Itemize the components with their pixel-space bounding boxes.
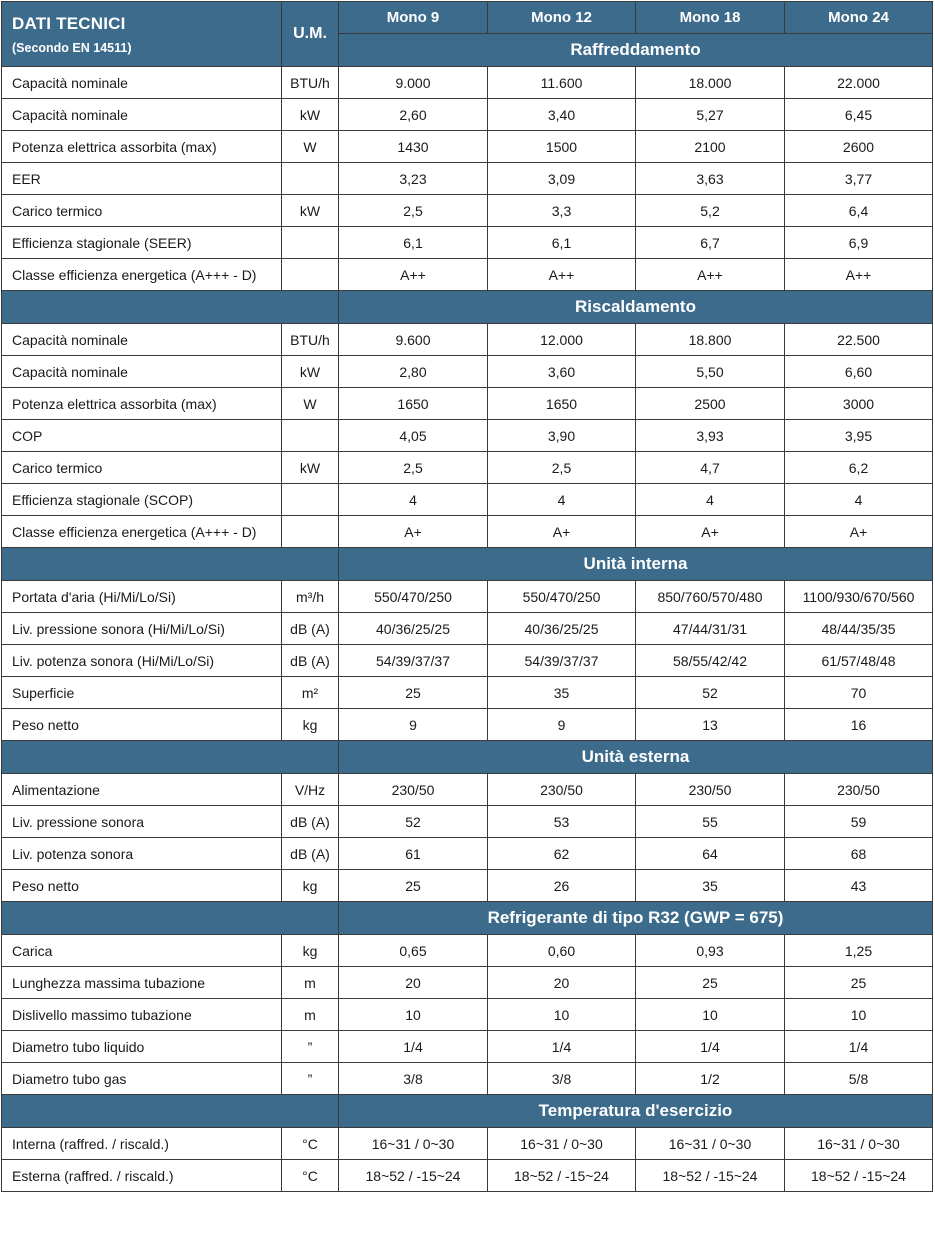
row-value: 18~52 / -15~24: [785, 1160, 933, 1192]
row-value: 10: [636, 999, 785, 1031]
table-row: [2, 195, 933, 227]
table-title: DATI TECNICI: [12, 13, 126, 33]
row-value: 18~52 / -15~24: [488, 1160, 636, 1192]
row-unit: dB (A): [282, 838, 339, 870]
row-unit: dB (A): [282, 806, 339, 838]
row-unit: [282, 259, 339, 291]
row-value: 6,9: [785, 227, 933, 259]
header-row-models: [2, 2, 933, 34]
model-header-mono-9: Mono 9: [339, 2, 488, 34]
row-unit: ”: [282, 1063, 339, 1095]
table-row: [2, 677, 933, 709]
section-title: Riscaldamento: [339, 291, 933, 324]
section-title: Temperatura d'esercizio: [339, 1095, 933, 1128]
row-value: 3,63: [636, 163, 785, 195]
row-value: 6,45: [785, 99, 933, 131]
table-row: [2, 709, 933, 741]
row-unit: BTU/h: [282, 324, 339, 356]
section-header-spacer: [2, 291, 339, 324]
row-value: 3,3: [488, 195, 636, 227]
row-value: 1/4: [488, 1031, 636, 1063]
row-value: 550/470/250: [339, 581, 488, 613]
row-unit: m: [282, 999, 339, 1031]
row-unit: kW: [282, 195, 339, 227]
row-value: 16: [785, 709, 933, 741]
row-label: Esterna (raffred. / riscald.): [2, 1160, 282, 1192]
row-value: 55: [636, 806, 785, 838]
row-label: Capacità nominale: [2, 67, 282, 99]
row-value: 3,77: [785, 163, 933, 195]
table-row: [2, 484, 933, 516]
row-value: 0,60: [488, 935, 636, 967]
row-unit: m: [282, 967, 339, 999]
row-value: 43: [785, 870, 933, 902]
row-value: 1,25: [785, 935, 933, 967]
row-value: 13: [636, 709, 785, 741]
row-label: Interna (raffred. / riscald.): [2, 1128, 282, 1160]
row-value: 0,93: [636, 935, 785, 967]
table-row: [2, 227, 933, 259]
row-label: Liv. pressione sonora (Hi/Mi/Lo/Si): [2, 613, 282, 645]
row-value: A++: [339, 259, 488, 291]
row-value: 16~31 / 0~30: [339, 1128, 488, 1160]
row-unit: [282, 227, 339, 259]
row-value: 3/8: [488, 1063, 636, 1095]
table-row: [2, 806, 933, 838]
row-value: 25: [339, 870, 488, 902]
table-row: [2, 67, 933, 99]
row-value: 9.000: [339, 67, 488, 99]
row-value: 4,05: [339, 420, 488, 452]
row-value: 2,80: [339, 356, 488, 388]
row-value: 18~52 / -15~24: [636, 1160, 785, 1192]
row-value: 1500: [488, 131, 636, 163]
table-row: [2, 420, 933, 452]
row-value: 18~52 / -15~24: [339, 1160, 488, 1192]
row-label: Superficie: [2, 677, 282, 709]
unit-column-header: U.M.: [282, 2, 339, 67]
row-value: 6,1: [488, 227, 636, 259]
row-label: Potenza elettrica assorbita (max): [2, 131, 282, 163]
row-value: 54/39/37/37: [488, 645, 636, 677]
section-header-row: [2, 741, 933, 774]
row-value: A+: [488, 516, 636, 548]
row-value: 16~31 / 0~30: [785, 1128, 933, 1160]
row-value: 550/470/250: [488, 581, 636, 613]
row-label: Carico termico: [2, 195, 282, 227]
section-header-spacer: [2, 902, 339, 935]
row-value: 70: [785, 677, 933, 709]
row-value: 68: [785, 838, 933, 870]
row-value: 4,7: [636, 452, 785, 484]
row-value: A++: [636, 259, 785, 291]
row-value: 6,1: [339, 227, 488, 259]
row-value: 26: [488, 870, 636, 902]
row-label: Liv. pressione sonora: [2, 806, 282, 838]
row-label: Capacità nominale: [2, 324, 282, 356]
row-unit: m³/h: [282, 581, 339, 613]
row-value: 1650: [339, 388, 488, 420]
row-unit: kW: [282, 356, 339, 388]
row-value: 3,40: [488, 99, 636, 131]
row-value: 10: [488, 999, 636, 1031]
row-unit: V/Hz: [282, 774, 339, 806]
row-value: 20: [339, 967, 488, 999]
row-value: 0,65: [339, 935, 488, 967]
row-value: 16~31 / 0~30: [636, 1128, 785, 1160]
row-value: 2,60: [339, 99, 488, 131]
row-value: 4: [488, 484, 636, 516]
table-row: [2, 356, 933, 388]
row-value: 25: [339, 677, 488, 709]
row-label: Liv. potenza sonora: [2, 838, 282, 870]
row-value: 230/50: [636, 774, 785, 806]
row-value: 1100/930/670/560: [785, 581, 933, 613]
row-value: 48/44/35/35: [785, 613, 933, 645]
row-value: 58/55/42/42: [636, 645, 785, 677]
row-value: 3,23: [339, 163, 488, 195]
row-value: 40/36/25/25: [488, 613, 636, 645]
row-value: 2100: [636, 131, 785, 163]
model-header-mono-18: Mono 18: [636, 2, 785, 34]
row-value: 2600: [785, 131, 933, 163]
section-title: Unità interna: [339, 548, 933, 581]
row-value: 20: [488, 967, 636, 999]
row-value: 4: [339, 484, 488, 516]
row-value: 54/39/37/37: [339, 645, 488, 677]
row-unit: [282, 484, 339, 516]
row-value: 3,09: [488, 163, 636, 195]
row-value: 35: [636, 870, 785, 902]
section-title: Unità esterna: [339, 741, 933, 774]
row-label: Carica: [2, 935, 282, 967]
row-value: 52: [339, 806, 488, 838]
row-label: Classe efficienza energetica (A+++ - D): [2, 259, 282, 291]
row-value: 18.800: [636, 324, 785, 356]
table-row: [2, 1063, 933, 1095]
row-label: Dislivello massimo tubazione: [2, 999, 282, 1031]
section-header-row: [2, 291, 933, 324]
table-row: [2, 1160, 933, 1192]
section-header-spacer: [2, 1095, 339, 1128]
row-unit: dB (A): [282, 613, 339, 645]
row-label: EER: [2, 163, 282, 195]
row-label: Efficienza stagionale (SCOP): [2, 484, 282, 516]
technical-data-table: [1, 1, 933, 1192]
row-value: 6,2: [785, 452, 933, 484]
table-row: [2, 452, 933, 484]
row-value: 61/57/48/48: [785, 645, 933, 677]
row-value: 2,5: [488, 452, 636, 484]
row-unit: [282, 516, 339, 548]
row-unit: kg: [282, 935, 339, 967]
row-value: 4: [785, 484, 933, 516]
row-value: 1/4: [339, 1031, 488, 1063]
section-header-row: [2, 1095, 933, 1128]
row-value: 12.000: [488, 324, 636, 356]
row-unit: m²: [282, 677, 339, 709]
row-value: 3000: [785, 388, 933, 420]
table-row: [2, 388, 933, 420]
row-label: Peso netto: [2, 870, 282, 902]
row-value: 1/2: [636, 1063, 785, 1095]
row-value: 230/50: [488, 774, 636, 806]
row-label: Potenza elettrica assorbita (max): [2, 388, 282, 420]
row-label: Capacità nominale: [2, 99, 282, 131]
row-value: A+: [785, 516, 933, 548]
row-value: 52: [636, 677, 785, 709]
row-unit: ”: [282, 1031, 339, 1063]
table-row: [2, 99, 933, 131]
row-label: Alimentazione: [2, 774, 282, 806]
row-value: 1650: [488, 388, 636, 420]
row-label: Portata d'aria (Hi/Mi/Lo/Si): [2, 581, 282, 613]
row-value: A++: [488, 259, 636, 291]
table-row: [2, 870, 933, 902]
table-row: [2, 163, 933, 195]
row-value: 3,90: [488, 420, 636, 452]
row-value: 3/8: [339, 1063, 488, 1095]
row-value: 3,93: [636, 420, 785, 452]
model-header-mono-24: Mono 24: [785, 2, 933, 34]
row-value: 230/50: [339, 774, 488, 806]
row-value: A++: [785, 259, 933, 291]
row-unit: kW: [282, 452, 339, 484]
row-value: 53: [488, 806, 636, 838]
row-unit: W: [282, 388, 339, 420]
table-title-cell: [2, 2, 282, 67]
row-label: Lunghezza massima tubazione: [2, 967, 282, 999]
section-header-row: [2, 902, 933, 935]
row-unit: dB (A): [282, 645, 339, 677]
table-row: [2, 645, 933, 677]
table-row: [2, 774, 933, 806]
row-value: 9: [339, 709, 488, 741]
row-label: Peso netto: [2, 709, 282, 741]
row-label: COP: [2, 420, 282, 452]
row-value: 5,50: [636, 356, 785, 388]
row-value: 230/50: [785, 774, 933, 806]
row-unit: kW: [282, 99, 339, 131]
row-value: 10: [339, 999, 488, 1031]
table-row: [2, 999, 933, 1031]
table-row: [2, 131, 933, 163]
row-value: 4: [636, 484, 785, 516]
row-value: 2500: [636, 388, 785, 420]
row-value: 2,5: [339, 452, 488, 484]
table-row: [2, 581, 933, 613]
table-row: [2, 935, 933, 967]
table-row: [2, 967, 933, 999]
table-row: [2, 1031, 933, 1063]
row-label: Diametro tubo liquido: [2, 1031, 282, 1063]
row-value: 2,5: [339, 195, 488, 227]
row-value: 35: [488, 677, 636, 709]
model-header-mono-12: Mono 12: [488, 2, 636, 34]
table-row: [2, 838, 933, 870]
row-value: 40/36/25/25: [339, 613, 488, 645]
row-value: 47/44/31/31: [636, 613, 785, 645]
row-value: 18.000: [636, 67, 785, 99]
row-label: Capacità nominale: [2, 356, 282, 388]
row-unit: °C: [282, 1160, 339, 1192]
row-unit: [282, 420, 339, 452]
row-value: 9: [488, 709, 636, 741]
table-row: [2, 613, 933, 645]
row-unit: W: [282, 131, 339, 163]
row-label: Efficienza stagionale (SEER): [2, 227, 282, 259]
table-body: [2, 2, 933, 1192]
section-title: Refrigerante di tipo R32 (GWP = 675): [339, 902, 933, 935]
row-unit: kg: [282, 709, 339, 741]
row-value: 5/8: [785, 1063, 933, 1095]
row-value: 61: [339, 838, 488, 870]
row-value: A+: [339, 516, 488, 548]
row-value: 5,27: [636, 99, 785, 131]
table-row: [2, 324, 933, 356]
row-value: 1430: [339, 131, 488, 163]
row-unit: kg: [282, 870, 339, 902]
row-value: 1/4: [785, 1031, 933, 1063]
row-value: 11.600: [488, 67, 636, 99]
row-value: 22.000: [785, 67, 933, 99]
row-value: 6,7: [636, 227, 785, 259]
section-title: Raffreddamento: [339, 34, 933, 67]
row-value: 25: [636, 967, 785, 999]
row-value: 3,95: [785, 420, 933, 452]
row-value: 22.500: [785, 324, 933, 356]
row-unit: °C: [282, 1128, 339, 1160]
row-value: 1/4: [636, 1031, 785, 1063]
row-label: Carico termico: [2, 452, 282, 484]
row-value: A+: [636, 516, 785, 548]
row-value: 64: [636, 838, 785, 870]
row-value: 6,60: [785, 356, 933, 388]
row-label: Classe efficienza energetica (A+++ - D): [2, 516, 282, 548]
table-row: [2, 516, 933, 548]
row-unit: BTU/h: [282, 67, 339, 99]
table-subtitle: (Secondo EN 14511): [12, 40, 132, 55]
row-label: Diametro tubo gas: [2, 1063, 282, 1095]
section-header-row: [2, 548, 933, 581]
row-value: 10: [785, 999, 933, 1031]
row-value: 6,4: [785, 195, 933, 227]
row-value: 62: [488, 838, 636, 870]
row-value: 9.600: [339, 324, 488, 356]
table-row: [2, 259, 933, 291]
section-header-spacer: [2, 741, 339, 774]
row-value: 16~31 / 0~30: [488, 1128, 636, 1160]
row-value: 3,60: [488, 356, 636, 388]
row-unit: [282, 163, 339, 195]
section-header-spacer: [2, 548, 339, 581]
row-value: 850/760/570/480: [636, 581, 785, 613]
row-value: 25: [785, 967, 933, 999]
row-value: 5,2: [636, 195, 785, 227]
row-label: Liv. potenza sonora (Hi/Mi/Lo/Si): [2, 645, 282, 677]
table-row: [2, 1128, 933, 1160]
row-value: 59: [785, 806, 933, 838]
